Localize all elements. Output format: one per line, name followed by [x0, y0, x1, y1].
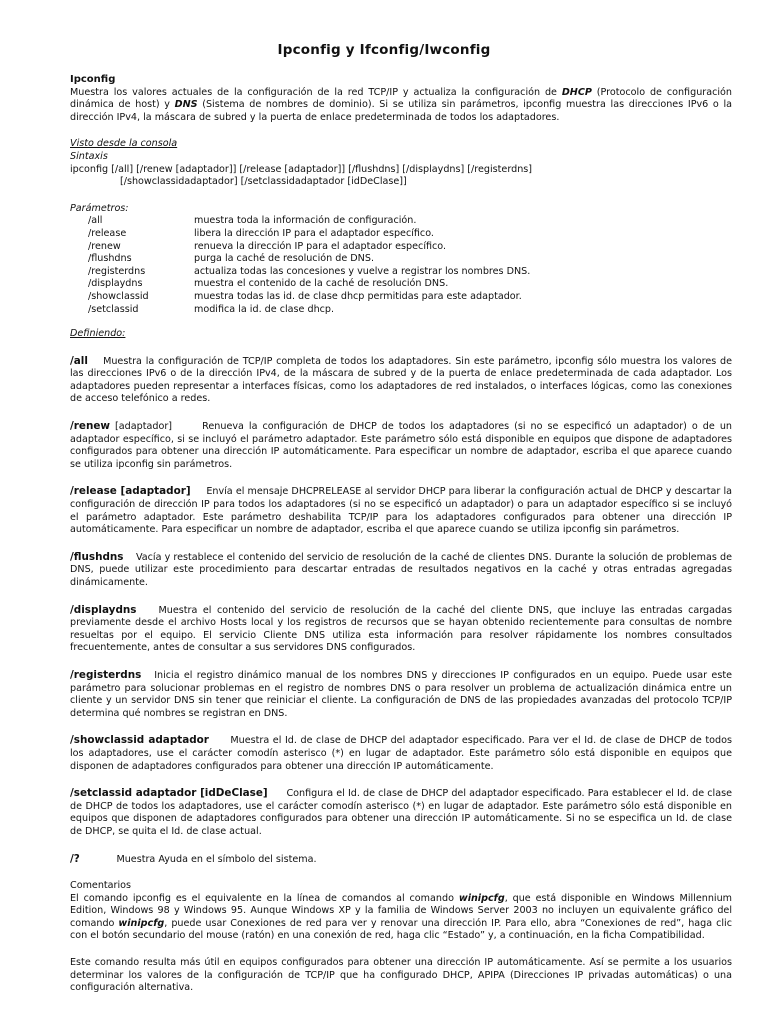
definition-renew: /renew [adaptador] Renueva la configuración de DHCP de todos los adaptadores (si no se especificó un adaptador) o de un adaptador específico, si se incluyó el parámetro adaptador. Este parámetro sólo está disponible en equipos que dispone de adaptadores configurados para obtener una dirección IP automáticamente. Para especificar un nombre de adaptador, escriba el que aparece cuando se utiliza ipconfig sin parámetros.: [70, 420, 732, 470]
param-row: /setclassid modifica la id. de clase dhcp.: [88, 303, 335, 315]
dns-term: DNS: [174, 99, 198, 111]
syntax-label: Sintaxis: [70, 150, 108, 162]
param-row: /renew renueva la dirección IP para el adaptador específico.: [88, 240, 447, 252]
definition-displaydns: /displaydns Muestra el contenido del servicio de resolución de la caché del cliente DNS, que incluye las entradas cargadas previamente desde el archivo Hosts local y los registros de recursos que se hayan obtenido recientemente para consultas de nombre resueltas por el equipo. El servicio Cliente DNS utiliza esta información para resolver rápidamente los nombres consultados frecuentemente, antes de consultar a sus servidores DNS configurados.: [70, 603, 732, 654]
syntax-line-1: ipconfig [/all] [/renew [adaptador]] [/release [adaptador]] [/flushdns] [/displaydns] [/registerdns]: [70, 163, 533, 175]
defining-heading: Definiendo:: [70, 328, 126, 340]
definition-all: /all Muestra la configuración de TCP/IP completa de todos los adaptadores. Sin este parámetro, ipconfig sólo muestra los valores de las direcciones IPv6 o de la dirección IPv4, de la máscara de subred y de la puerta de enlace predeterminada de cada adaptador. Los adaptadores pueden representar a interfaces físicas, como los adaptadores de red instalados, o interfaces lógicas, como las conexiones de acceso telefónico a redes.: [70, 354, 732, 405]
param-row: /registerdns actualiza todas las concesiones y vuelve a registrar los nombres DNS.: [88, 265, 531, 277]
definition-registerdns: /registerdns Inicia el registro dinámico manual de los nombres DNS y direcciones IP configurados en un equipo. Puede usar este parámetro para solucionar problemas en el registro de nombres DNS o para resolver un problema de actualización dinámica entre un cliente y un servidor DNS sin tener que reiniciar el cliente. La configuración de DNS de las propiedades avanzadas del protocolo TCP/IP determina qué nombres se registran en DNS.: [70, 668, 732, 719]
definition-setclassid: /setclassid adaptador [idDeClase] Configura el Id. de clase de DHCP del adaptador especificado. Para establecer el Id. de clase de DHCP de todos los adaptadores, use el carácter comodín asterisco (*) en lugar de adaptador. Este parámetro sólo está disponible en equipos que disponen de adaptadores configurados para obtener una dirección IP automáticamente. Si no se especifica un Id. de clase de DHCP, se quita el Id. de clase actual.: [70, 787, 732, 837]
param-row: /release libera la dirección IP para el adaptador específico.: [88, 227, 434, 239]
winipcfg-term: winipcfg: [458, 892, 505, 904]
param-row: /showclassid muestra todas las id. de clase dhcp permitidas para este adaptador.: [88, 290, 522, 302]
dhcp-term: DHCP: [561, 86, 592, 98]
document-body: [70, 74, 732, 995]
definition-showclassid: /showclassid adaptador Muestra el Id. de clase de DHCP del adaptador especificado. Para ver el Id. de clase de DHCP de todos los adaptadores, use el carácter comodín asterisco (*) en lugar de adaptador. Este parámetro sólo está disponible en equipos que disponen de adaptadores configurados para obtener una dirección IP automáticamente.: [70, 734, 732, 772]
definition-help: /? Muestra Ayuda en el símbolo del sistema.: [70, 852, 317, 865]
document-title: Ipconfig y Ifconfig/Iwconfig: [277, 42, 491, 58]
winipcfg-term: winipcfg: [118, 917, 165, 929]
comments-heading: Comentarios: [70, 880, 132, 892]
comments-paragraph-2: Este comando resulta más útil en equipos configurados para obtener una dirección IP automáticamente. Así se permite a los usuarios determinar los valores de la configuración de TCP/IP que ha configurado DHCP, APIPA (Direcciones IP privadas automáticas) o una configuración alternativa.: [70, 957, 732, 994]
section-heading-ipconfig: Ipconfig: [70, 74, 116, 85]
intro-paragraph: Muestra los valores actuales de la configuración de la red TCP/IP y actualiza la configuración de DHCP (Protocolo de configuración dinámica de host) y DNS (Sistema de nombres de dominio). Si se utiliza sin parámetros, ipconfig muestra las direcciones IPv6 o la dirección IPv4, la máscara de subred y la puerta de enlace predeterminada de todos los adaptadores.: [70, 86, 732, 123]
param-row: /all muestra toda la información de configuración.: [88, 215, 417, 227]
definition-release: /release [adaptador] Envía el mensaje DHCPRELEASE al servidor DHCP para liberar la configuración actual de DHCP y descartar la configuración de dirección IP para todos los adaptadores (si no se especificó un adaptador) o para un adaptador específico si se incluyó el parámetro adaptador. Este parámetro deshabilita TCP/IP para los adaptadores configurados para obtener una dirección IP automáticamente. Para especificar un nombre de adaptador, escriba el que aparece cuando se utiliza ipconfig sin parámetros.: [70, 485, 733, 536]
param-row: /displaydns muestra el contenido de la caché de resolución DNS.: [88, 278, 449, 290]
params-table: [88, 215, 530, 316]
syntax-line-2: [/showclassidadaptador] [/setclassidadaptador [idDeClase]]: [120, 176, 407, 188]
param-row: /flushdns purga la caché de resolución de DNS.: [88, 253, 374, 265]
comments-paragraph-1: El comando ipconfig es el equivalente en la línea de comandos al comando winipcfg, que está disponible en Windows Millennium Edition, Windows 98 y Windows 95. Aunque Windows XP y la familia de Windows Server 2003 no incluyen un equivalente gráfico del comando winipcfg, puede usar Conexiones de red para ver y renovar una dirección IP. Para ello, abra “Conexiones de red”, haga clic con el botón secundario del mouse (ratón) en una conexión de red, haga clic “Estado” y, a continuación, en la ficha Compatibilidad.: [70, 892, 732, 942]
console-heading: Visto desde la consola: [70, 138, 178, 150]
definition-flushdns: /flushdns Vacía y restablece el contenido del servicio de resolución de la caché de clientes DNS. Durante la solución de problemas de DNS, puede utilizar este procedimiento para descartar entradas de resultados negativos en la caché y otras entradas agregadas dinámicamente.: [70, 550, 732, 588]
params-label: Parámetros:: [70, 202, 129, 214]
